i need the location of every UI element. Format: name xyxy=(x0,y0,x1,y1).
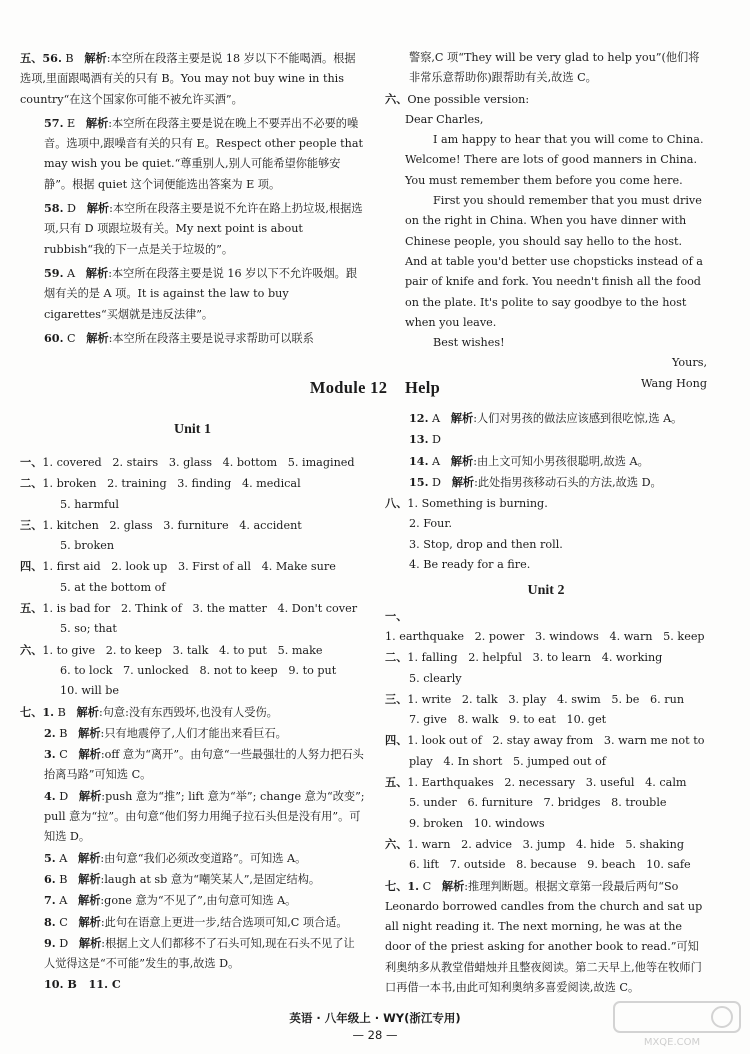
top-left-column xyxy=(20,48,365,349)
unit1-section-2-line2: 5. harmful xyxy=(60,497,119,511)
unit2-section-2: 二、1. falling 2. helpful 3. to learn 4. working xyxy=(385,650,663,665)
letter-paragraph-2: First you should remember that you must drive on the right in China. When you have dinner with Chinese people, you should say hello to the host. And at table you'd better use chopsticks instead of a pair of knife and fork. You needn't finish all the food on the plate. It's polite to say goodbye to the host when you leave. xyxy=(405,194,703,329)
unit1-section-1: 一、1. covered 2. stairs 3. glass 4. bottom 5. imagined xyxy=(20,455,355,469)
unit1-section-6: 六、1. to give 2. to keep 3. talk 4. to put 5. make xyxy=(20,642,323,657)
writing-section-heading: 六、One possible version: xyxy=(385,91,530,106)
unit1-section-2: 二、1. broken 2. training 3. finding 4. medical xyxy=(20,476,301,491)
unit1-section-7-item-3: 3. C 解析:off 意为“离开”。由句意“一些最强壮的人努力把石头抬离马路”可知选 C。 xyxy=(44,747,364,782)
unit-1-column xyxy=(20,452,365,995)
watermark-logo-icon xyxy=(612,1000,742,1050)
unit2-section-6: 六、1. warn 2. advice 3. jump 4. hide 5. shaking xyxy=(385,836,684,851)
unit1-section-8-line3: 3. Stop, drop and then roll. xyxy=(409,537,563,551)
unit1-section-4: 四、1. first aid 2. look up 3. First of all 4. Make sure xyxy=(20,559,336,574)
unit2-section-4-line2: play 4. In short 5. jumped out of xyxy=(409,754,606,768)
unit-1-title: Unit 1 xyxy=(174,422,211,437)
unit1-section-7-item-8: 8. C 解析:此句在语意上更进一步,结合选项可知,C 项合适。 xyxy=(44,914,348,929)
unit1-section-7-item-4: 4. D 解析:push 意为“推”; lift 意为“举”; change 意为“改变”; pull 意为“拉”。由句意“他们努力用绳子拉石头但是没有用”。可知选 D。 xyxy=(44,788,365,844)
unit1-section-8-line4: 4. Be ready for a fire. xyxy=(409,558,531,572)
unit1-section-3: 三、1. kitchen 2. glass 3. furniture 4. accident xyxy=(20,517,302,532)
watermark-text: MXQE.COM xyxy=(643,1037,701,1048)
unit1-item-15: 15. D 解析:此处指男孩移动石头的方法,故选 D。 xyxy=(409,474,662,489)
unit2-section-5-line2: 5. under 6. furniture 7. bridges 8. trouble xyxy=(409,796,667,810)
unit1-item-14: 14. A 解析:由上文可知小男孩很聪明,故选 A。 xyxy=(409,453,649,468)
answer-59: 59. A 解析:本空所在段落主要是说 16 岁以下不允许吸烟。跟烟有关的是 A 项。It is against the law to buy cigarettes“买烟就是违反法律”。 xyxy=(44,265,358,321)
unit2-section-5: 五、1. Earthquakes 2. necessary 3. useful 4. calm xyxy=(385,775,687,790)
unit1-section-5-line2: 5. so; that xyxy=(60,622,117,636)
letter-sign-name: Wang Hong xyxy=(641,376,707,390)
unit2-section-6-line2: 6. lift 7. outside 8. because 9. beach 10. safe xyxy=(409,858,691,872)
unit1-section-3-line2: 5. broken xyxy=(60,539,115,553)
unit2-section-7-item-1: 七、1. C 解析:推理判断题。根据文章第一段最后两句“So Leonardo borrowed candles from the church and sat up all night reading it. The next morning, he was at the door of the priest asking for another book to read.”可知利奥纳多从教堂借蜡烛并且整夜阅读。第二天早上,他等在牧师门口再借一本书,由此可知利奥纳多喜爱阅读,故选 C。 xyxy=(385,878,703,995)
unit1-section-8-line2: 2. Four. xyxy=(409,517,452,531)
unit1-section-7-item-9: 9. D 解析:根据上文人们都移不了石头可知,现在石头不见了让人觉得这是“不可能”发生的事,故选 D。 xyxy=(44,935,355,971)
unit2-section-2-line2: 5. clearly xyxy=(409,671,462,685)
unit2-section-4: 四、1. look out of 2. stay away from 3. warn me not to xyxy=(385,733,705,748)
unit2-section-5-line3: 9. broken 10. windows xyxy=(409,816,545,830)
unit-2-title: Unit 2 xyxy=(527,583,565,599)
answer-57: 57. E 解析:本空所在段落主要是说在晚上不要弄出不必要的噪音。选项中,跟噪音有关的只有 E。Respect other people that may wish you be quiet.“尊重别人,别人可能希望你能够安静”。根据 quiet 这个词便能选出答案为 E 项。 xyxy=(44,115,364,191)
letter-closing: Best wishes! xyxy=(433,336,505,350)
unit1-section-7-item-6: 6. B 解析:laugh at sb 意为“嘲笑某人”,是固定结构。 xyxy=(44,871,321,886)
unit1-section-7-item-2: 2. B 解析:只有地震停了,人们才能出来看巨石。 xyxy=(44,725,287,740)
unit1-item-12: 12. A 解析:人们对男孩的做法应该感到很吃惊,选 A。 xyxy=(409,411,683,425)
letter-sign-yours: Yours, xyxy=(672,356,707,370)
footer-page-number: — 28 — xyxy=(352,1028,398,1042)
letter-paragraph-1: I am happy to hear that you will come to China. Welcome! There are lots of good manners in China. You must remember them before you come here. xyxy=(405,133,704,187)
unit2-section-1: 一、1. earthquake 2. power 3. windows 4. warn 5. keep xyxy=(385,608,705,643)
top-right-column xyxy=(385,48,707,394)
answer-56: 五、56. B 解析:本空所在段落主要是说 18 岁以下不能喝酒。根据选项,里面跟喝酒有关的只有 B。You may not buy wine in this country“在这个国家你可能不被允许买酒”。 xyxy=(20,51,356,106)
unit2-section-3-line2: 7. give 8. walk 9. to eat 10. get xyxy=(409,713,607,727)
unit1-section-8-line1: 八、1. Something is burning. xyxy=(385,496,548,511)
answer-60: 60. C 解析:本空所在段落主要是说寻求帮助可以联系 xyxy=(44,330,314,345)
unit1-section-7-item-5: 5. A 解析:由句意“我们必须改变道路”。可知选 A。 xyxy=(44,850,307,865)
answer-58: 58. D 解析:本空所在段落主要是说不允许在路上扔垃圾,根据选项,只有 D 项跟垃圾有关。My next point is about rubbish“我的下一点是关于垃圾的”。 xyxy=(44,201,363,256)
answer-60-continued: 警察,C 项“They will be very glad to help you”(他们将非常乐意帮助你)跟帮助有关,故选 C。 xyxy=(409,51,700,85)
unit1-section-7-items-10-11: 10. B 11. C xyxy=(44,977,121,992)
footer-book-info: 英语 · 八年级上 · WY(浙江专用) xyxy=(289,1011,461,1025)
unit1-section-6-line2: 6. to lock 7. unlocked 8. not to keep 9. to put xyxy=(60,663,337,677)
unit-2-column xyxy=(385,408,707,998)
module-title: Module 12 Help xyxy=(309,378,441,397)
unit1-section-4-line2: 5. at the bottom of xyxy=(60,580,166,594)
unit1-section-7-item-7: 7. A 解析:gone 意为“不见了”,由句意可知选 A。 xyxy=(44,893,297,908)
unit2-section-3: 三、1. write 2. talk 3. play 4. swim 5. be 6. run xyxy=(385,691,685,706)
unit1-item-13: 13. D xyxy=(409,432,442,447)
unit1-section-6-line3: 10. will be xyxy=(60,684,119,698)
unit1-section-5: 五、1. is bad for 2. Think of 3. the matter 4. Don't cover xyxy=(20,601,358,616)
letter-salutation: Dear Charles, xyxy=(405,112,484,126)
unit1-section-7-item-1: 七、1. B 解析:句意:没有东西毁坏,也没有人受伤。 xyxy=(20,704,278,719)
